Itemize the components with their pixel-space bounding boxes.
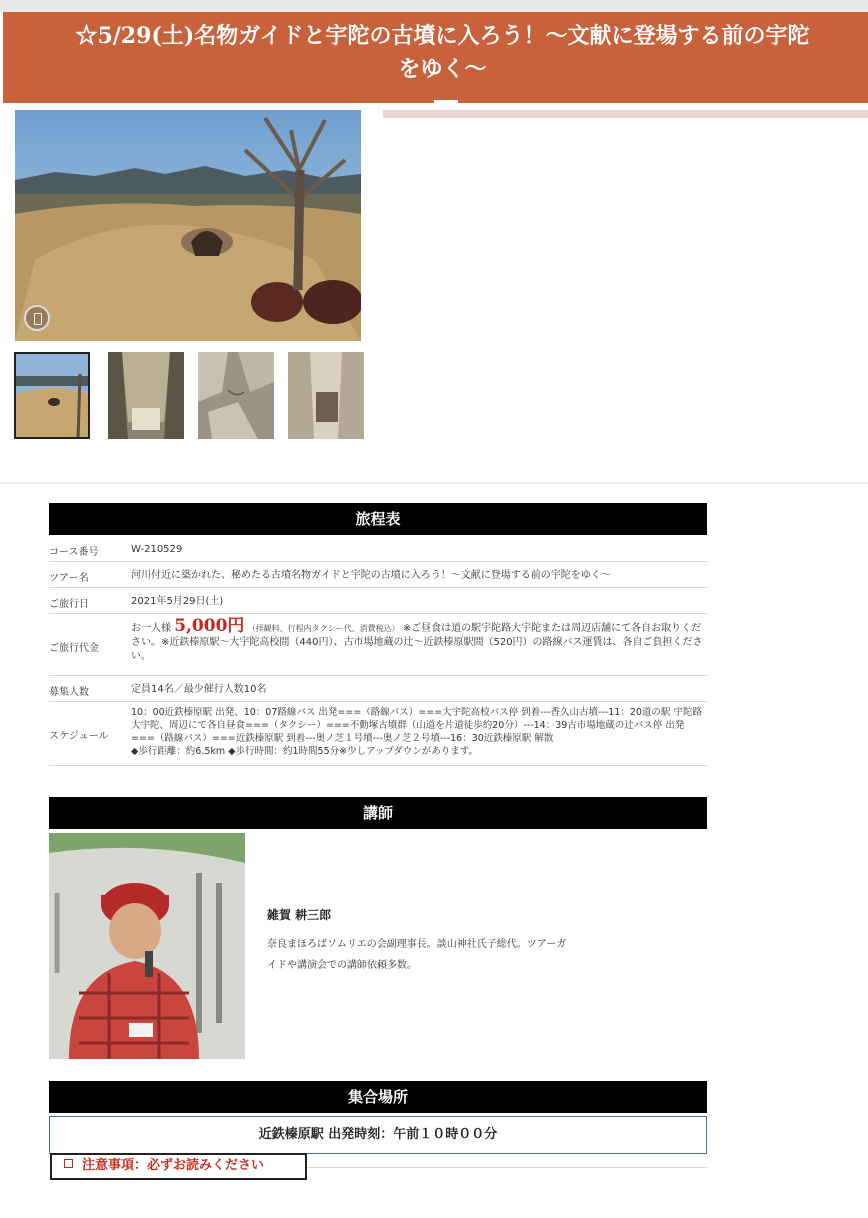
schedule-text: 10：00近鉄榛原駅 出発、10：07路線バス 出発===（路線バス）===大宇陀高校バス停 到着---香久山古墳---11：20道の駅 宇陀路大宇陀、周辺にて各自昼食===（タクシー）===不動塚古墳群（山道を片道徒歩約20分）---14：39古市場地蔵の辻バス停 出発===（路線バス）===近鉄榛原駅 到着---奥ノ芝１号墳---奥ノ芝２号墳---16：30近鉄榛原駅 解散 [131,707,702,744]
meeting-info: 近鉄榛原駅 出発時刻：午前１０時００分 [49,1116,707,1154]
price-cell [131,616,705,664]
thumbnail-chamber-entrance-image [288,352,364,439]
table-row [49,703,707,766]
row-label: スケジュール [49,731,109,742]
table-row [49,589,707,614]
price-amount: 5,000円 [174,616,245,636]
table-row [49,563,707,588]
top-strip [0,0,868,12]
itinerary-heading: 旅程表 [49,503,707,535]
row-label: ご旅行代金 [49,643,99,654]
side-bar [383,110,868,118]
instructor-heading: 講師 [49,797,707,829]
bottom-divider [307,1167,707,1168]
section-divider [0,482,868,484]
instructor-photo [49,833,245,1059]
page-title [3,12,868,103]
thumbnail-1[interactable] [14,352,90,439]
table-row [49,677,707,702]
page-title-line1: ☆5/29(土)名物ガイドと宇陀の古墳に入ろう！～文献に登場する前の宇陀 [75,23,810,49]
thumbnail-4[interactable] [288,352,364,439]
table-row [49,615,707,676]
walking-info: ◆歩行距離：約6.5km ◆歩行時間：約1時間55分※少しアップダウンがあります。 [131,746,478,757]
kofun-mound-photo [15,110,361,341]
price-details: ※ご昼食は道の駅宇陀路大宇陀または周辺店舗にて各自お取りください。※近鉄榛原駅～大宇陀高校間（440円）、古市場地蔵の辻～近鉄榛原駅間（520円）の路線バス運賃は、各自ご負担ください。 [131,623,703,662]
price-note: （拝観料、行程内タクシー代、消費税込） [247,624,400,633]
row-label: 募集人数 [49,687,89,698]
course-number: W-210529 [131,544,183,555]
thumbnail-tunnel-image [108,352,184,439]
row-label: ご旅行日 [49,599,89,610]
tour-date: 2021年5月29日(土) [131,596,224,607]
row-label: ツアー名 [49,573,89,584]
tour-name: 河川付近に築かれた、秘めたる古墳名物ガイドと宇陀の古墳に入ろう！～文献に登場する前の宇陀をゆく～ [131,570,611,581]
notice-button[interactable] [50,1153,307,1180]
instructor-bio: 奈良まほろばソムリエの会副理事長。談山神社氏子総代。ツアーガイドや講演会での講師依頼多数。 [267,939,567,971]
row-label: コース番号 [49,547,99,558]
thumbnail-stone-chamber-image [198,352,274,439]
title-tab-marker [434,100,458,104]
thumbnail-mound-image [16,354,90,439]
main-photo[interactable] [15,110,361,341]
instructor-name: 雑賀 耕三郎 [267,908,332,922]
instructor-portrait-image [49,833,245,1059]
meeting-heading: 集合場所 [49,1081,707,1113]
notice-label: 注意事項：必ずお読みください [82,1158,265,1173]
thumbnail-2[interactable] [108,352,184,439]
page-title-line2: をゆく～ [398,56,487,82]
schedule-cell [131,706,705,758]
price-prefix: お一人様 [131,623,171,634]
table-row [49,537,707,562]
checkbox-icon [64,1159,73,1168]
zoom-icon[interactable] [24,305,50,331]
thumbnail-3[interactable] [198,352,274,439]
capacity: 定員14名／最少催行人数10名 [131,684,267,695]
